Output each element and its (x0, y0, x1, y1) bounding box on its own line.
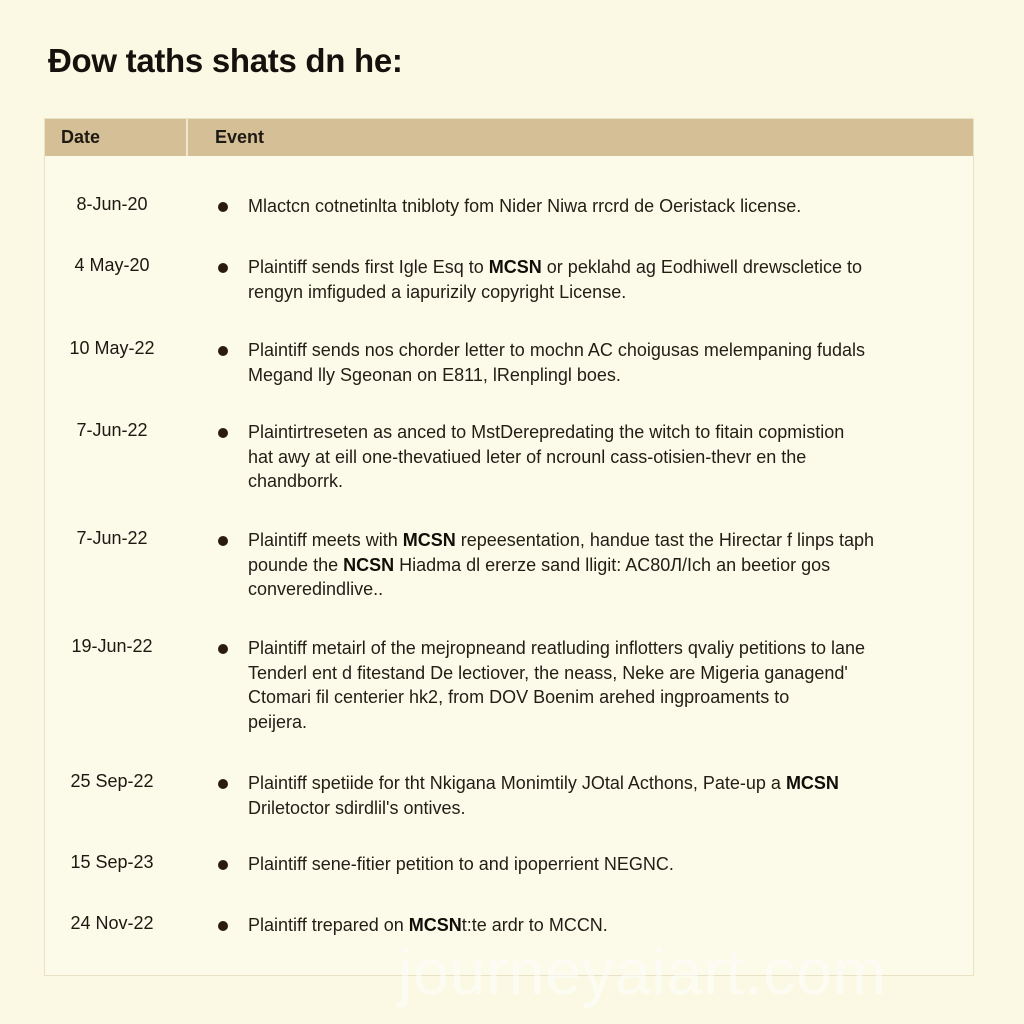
event-line: pounde the NCSN Hiadma dl ererze sand lligit: AC80Л/Ich an beetior gos (248, 554, 831, 575)
event-line: converedindlive.. (248, 579, 384, 599)
row-event-text (248, 913, 948, 938)
bullet-icon (218, 644, 228, 654)
column-header-event: Event (215, 127, 265, 147)
event-line: peijera. (248, 711, 308, 732)
bullet-icon (218, 428, 228, 438)
event-line: Mlactcn cotnetinlta tnibloty fom Nider Niwa rrcrd de Oeristack license. (248, 196, 802, 216)
bullet-icon (218, 779, 228, 789)
row-date: 25 Sep-22 (70, 771, 154, 791)
watermark: journeyaiart.com (398, 936, 888, 1008)
event-line: Plaintiff sends nos chorder letter to mochn AC choigusas melempaning fudals (248, 340, 866, 360)
event-line: Plaintiff sends first Igle Esq to MCSN or peklahd ag Eodhiwell drewscletice to (248, 257, 862, 277)
row-date: 10 May-22 (69, 338, 155, 358)
row-event-text (248, 420, 948, 494)
row-date: 7-Jun-22 (76, 420, 148, 440)
bullet-icon (218, 263, 228, 273)
bullet-icon (218, 860, 228, 870)
column-header-date: Date (61, 127, 101, 147)
event-line: Plaintiff spetiide for tht Nkigana Monimtily JOtal Acthons, Pate-up a MCSN (248, 773, 839, 793)
timeline-table (44, 118, 974, 976)
row-date: 15 Sep-23 (70, 852, 154, 872)
event-line: Tenderl ent d fitestand De lectiover, the neass, Neke are Migeria ganagend' (248, 662, 848, 683)
row-event-text (248, 852, 948, 877)
row-event-text (248, 338, 948, 387)
event-line: Plaintirtreseten as anced to MstDerepredating the witch to fitain copmistion (248, 422, 845, 442)
header-divider (186, 119, 188, 156)
table-header (45, 119, 973, 156)
row-event-text (248, 255, 948, 304)
row-event-text (248, 528, 948, 602)
event-line: Plaintiff trepared on MCSNt:te ardr to MCCN. (248, 915, 608, 935)
page-title: Ɖow taths shats dn he: (48, 42, 403, 79)
event-line: rengyn imfiguded a iapurizily copyright License. (248, 281, 627, 302)
row-event-text (248, 771, 948, 820)
event-line: Plaintiff metairl of the mejropneand reatluding inflotters qvaliy petitions to lane (248, 638, 866, 658)
event-line: Plaintiff sene-fitier petition to and ipoperrient NEGNC. (248, 854, 674, 874)
row-date: 7-Jun-22 (76, 528, 148, 548)
event-line: hat awy at eill one-thevatiued leter of ncrounl cass-otisien-thevr en the (248, 446, 807, 467)
event-line: Driletoctor sdirdlil's ontives. (248, 797, 466, 818)
row-event-text (248, 194, 948, 219)
row-event-text (248, 636, 948, 734)
row-date: 19-Jun-22 (71, 636, 153, 656)
bullet-icon (218, 202, 228, 212)
bullet-icon (218, 536, 228, 546)
event-line: Plaintiff meets with MCSN repeesentation, handue tast the Hirectar f linps taph (248, 530, 874, 550)
event-line: Ctomari fil centerier hk2, from DOV Boenim arehed ingproaments to (248, 687, 790, 707)
row-date: 4 May-20 (74, 255, 150, 275)
row-date: 8-Jun-20 (76, 194, 148, 214)
event-line: chandborrk. (248, 471, 344, 491)
bullet-icon (218, 346, 228, 356)
bullet-icon (218, 921, 228, 931)
event-line: Megand lly Sgeonan on E811, lRenplingl boes. (248, 364, 621, 385)
row-date: 24 Nov-22 (70, 913, 154, 933)
